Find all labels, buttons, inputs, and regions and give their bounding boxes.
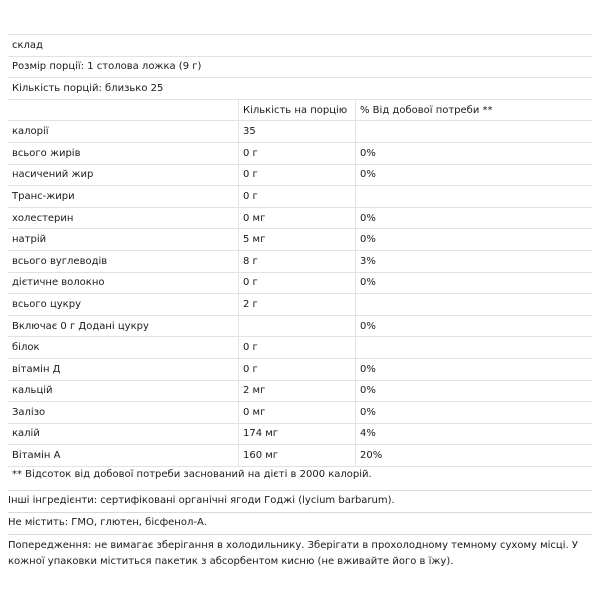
table-row	[8, 272, 592, 294]
nutrient-name: всього цукру	[8, 294, 239, 316]
nutrient-amount: 5 мг	[239, 229, 356, 251]
nutrient-daily-value	[356, 186, 593, 208]
nutrient-name: білок	[8, 337, 239, 359]
divider	[8, 490, 592, 491]
servings-count: Кількість порцій: близько 25	[8, 78, 592, 100]
nutrient-amount: 35	[239, 121, 356, 143]
nutrient-daily-value: 0%	[356, 358, 593, 380]
nutrient-amount	[239, 315, 356, 337]
nutrient-daily-value: 4%	[356, 423, 593, 445]
table-row	[8, 142, 592, 164]
divider	[8, 534, 592, 535]
nutrient-name: Включає 0 г Додані цукру	[8, 315, 239, 337]
nutrient-name: кальцій	[8, 380, 239, 402]
nutrient-amount: 0 г	[239, 186, 356, 208]
column-header-amount: Кількість на порцію	[239, 99, 356, 121]
table-row	[8, 315, 592, 337]
nutrient-name: калорії	[8, 121, 239, 143]
nutrient-amount: 0 г	[239, 142, 356, 164]
nutrient-daily-value: 0%	[356, 142, 593, 164]
nutrient-amount: 2 мг	[239, 380, 356, 402]
nutrient-amount: 0 г	[239, 164, 356, 186]
serving-size: Розмір порції: 1 столова ложка (9 г)	[8, 56, 592, 78]
nutrient-amount: 160 мг	[239, 445, 356, 467]
table-title: склад	[8, 35, 592, 57]
table-row	[8, 445, 592, 467]
nutrient-daily-value: 0%	[356, 272, 593, 294]
footnote: ** Відсоток від добової потреби заснований на дієті в 2000 калорій.	[12, 469, 372, 480]
other-ingredients: Інші інгредієнти: сертифіковані органічні ягоди Годжі (lycium barbarum).	[8, 495, 395, 506]
table-row	[8, 207, 592, 229]
table-row	[8, 229, 592, 251]
nutrient-daily-value: 0%	[356, 164, 593, 186]
nutrient-name: вітамін Д	[8, 358, 239, 380]
table-row	[8, 423, 592, 445]
table-row	[8, 358, 592, 380]
nutrient-amount: 0 мг	[239, 402, 356, 424]
servings-row	[8, 78, 592, 100]
column-header-row	[8, 99, 592, 121]
nutrient-daily-value: 0%	[356, 229, 593, 251]
column-header-daily: % Від добової потреби **	[356, 99, 593, 121]
nutrient-name: Залізо	[8, 402, 239, 424]
column-header-empty	[8, 99, 239, 121]
nutrient-daily-value	[356, 294, 593, 316]
divider	[8, 512, 592, 513]
nutrient-name: всього жирів	[8, 142, 239, 164]
nutrient-name: дієтичне волокно	[8, 272, 239, 294]
does-not-contain: Не містить: ГМО, глютен, бісфенол-А.	[8, 517, 207, 528]
nutrient-amount: 0 мг	[239, 207, 356, 229]
table-row	[8, 337, 592, 359]
nutrient-amount: 0 г	[239, 272, 356, 294]
table-row	[8, 294, 592, 316]
table-row	[8, 250, 592, 272]
nutrient-daily-value: 0%	[356, 315, 593, 337]
nutrient-daily-value	[356, 337, 593, 359]
nutrient-name: насичений жир	[8, 164, 239, 186]
nutrient-amount: 8 г	[239, 250, 356, 272]
nutrient-daily-value: 0%	[356, 207, 593, 229]
nutrient-daily-value	[356, 121, 593, 143]
table-row	[8, 380, 592, 402]
nutrient-name: Вітамін А	[8, 445, 239, 467]
warning-text: Попередження: не вимагає зберігання в холодильнику. Зберігати в прохолодному темному сухому місці. У кожної упаковки міститься пакетик з абсорбентом кисню (не вживайте його в їжу).	[8, 540, 578, 567]
nutrient-daily-value: 3%	[356, 250, 593, 272]
nutrient-name: всього вуглеводів	[8, 250, 239, 272]
nutrient-name: холестерин	[8, 207, 239, 229]
nutrient-name: натрій	[8, 229, 239, 251]
nutrition-table	[8, 34, 592, 467]
nutrient-daily-value: 0%	[356, 402, 593, 424]
nutrient-amount: 174 мг	[239, 423, 356, 445]
table-row	[8, 402, 592, 424]
table-row	[8, 121, 592, 143]
nutrient-amount: 0 г	[239, 358, 356, 380]
table-row	[8, 186, 592, 208]
title-row	[8, 35, 592, 57]
nutrient-daily-value: 0%	[356, 380, 593, 402]
nutrient-amount: 2 г	[239, 294, 356, 316]
nutrient-name: Транс-жири	[8, 186, 239, 208]
table-row	[8, 164, 592, 186]
serving-size-row	[8, 56, 592, 78]
nutrient-name: калій	[8, 423, 239, 445]
nutrient-rows	[8, 121, 592, 467]
nutrient-amount: 0 г	[239, 337, 356, 359]
nutrient-daily-value: 20%	[356, 445, 593, 467]
